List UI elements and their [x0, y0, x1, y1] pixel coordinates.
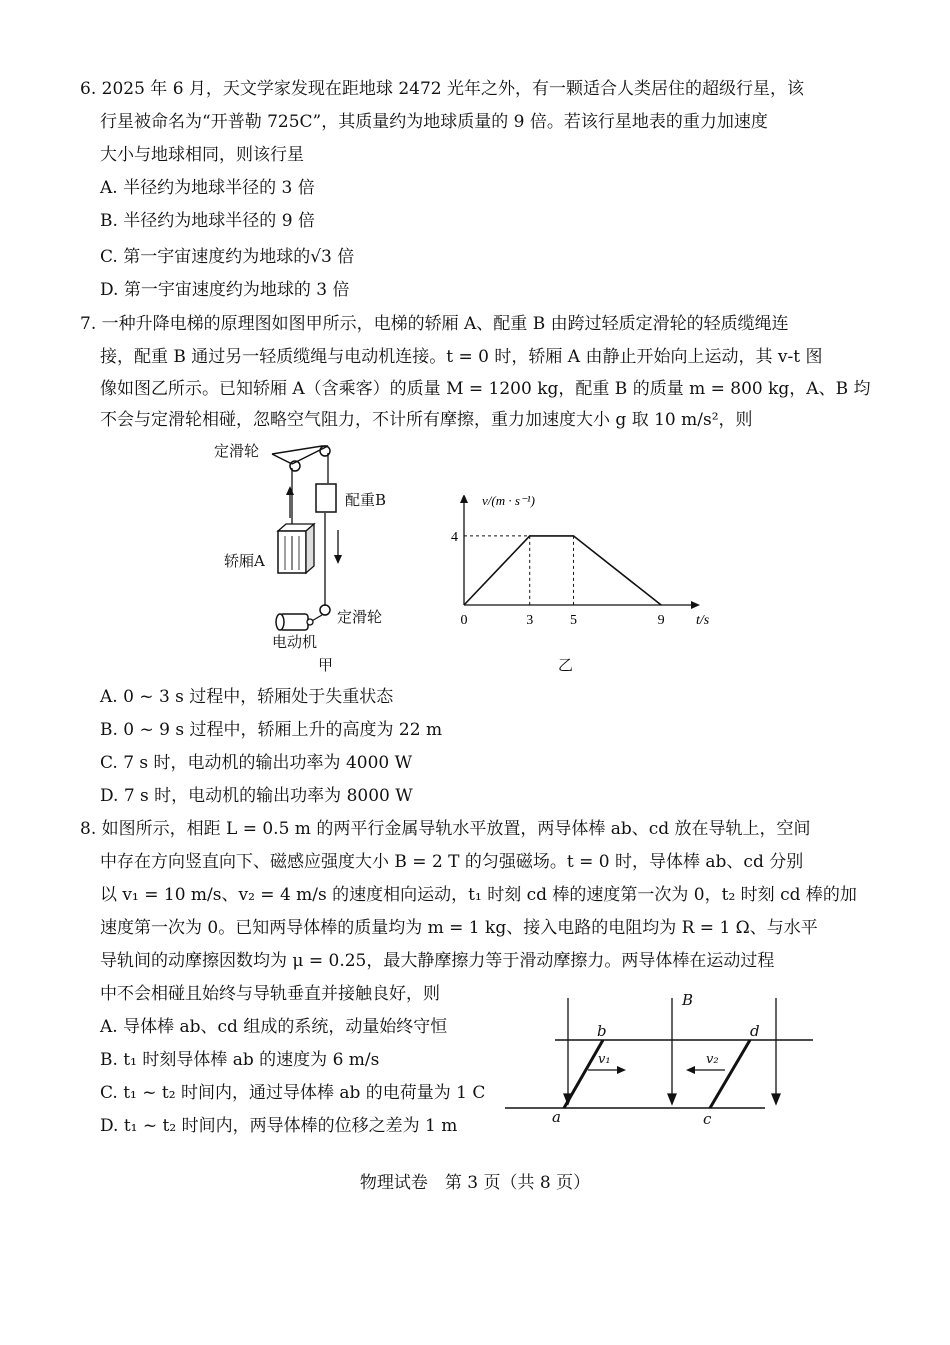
q6-option-c: C. 第一宇宙速度约为地球的√3 倍 [100, 247, 355, 267]
label-b: b [597, 1022, 607, 1040]
q7-stem-line4: 不会与定滑轮相碰，忽略空气阻力，不计所有摩擦，重力加速度大小 g 取 10 m/s²，则 [100, 410, 753, 430]
page-footer: 物理试卷 第 3 页（共 8 页） [359, 1173, 591, 1193]
q6-option-a: A. 半径约为地球半径的 3 倍 [100, 178, 315, 198]
q7-stem-line3: 像如图乙所示。已知轿厢 A（含乘客）的质量 M = 1200 kg，配重 B 的质量 m = 800 kg，A、B 均 [100, 379, 871, 399]
label-v1: v₁ [598, 1052, 611, 1067]
q7-option-d: D. 7 s 时，电动机的输出功率为 8000 W [100, 786, 413, 806]
label-motor: 电动机 [272, 633, 318, 651]
q6-option-b: B. 半径约为地球半径的 9 倍 [100, 211, 315, 231]
label-counterweight: 配重B [345, 491, 387, 509]
label-car: 轿厢A [224, 552, 265, 570]
x-tick-label: 3 [526, 613, 534, 628]
rails-diagram [500, 990, 830, 1130]
x-tick-label: 9 [657, 613, 665, 628]
q8-stem-line6: 中不会相碰且始终与导轨垂直并接触良好，则 [100, 984, 440, 1004]
q8-option-c: C. t₁ ~ t₂ 时间内，通过导体棒 ab 的电荷量为 1 C [100, 1083, 486, 1103]
q8-option-b: B. t₁ 时刻导体棒 ab 的速度为 6 m/s [100, 1050, 380, 1070]
label-pulley-bottom: 定滑轮 [337, 608, 383, 626]
x-tick-label: 0 [460, 613, 468, 628]
q8-option-a: A. 导体棒 ab、cd 组成的系统，动量始终守恒 [100, 1017, 448, 1037]
q6-stem-line2: 行星被命名为“开普勒 725C”，其质量约为地球质量的 9 倍。若该行星地表的重力加速度 [100, 112, 768, 132]
y-axis-label: v/(m · s⁻¹) [482, 495, 535, 508]
q6-option-d: D. 第一宇宙速度约为地球的 3 倍 [100, 280, 350, 300]
caption-yi: 乙 [558, 656, 574, 674]
label-B: B [682, 991, 694, 1009]
q8-stem-line5: 导轨间的动摩擦因数均为 μ = 0.25，最大静摩擦力等于滑动摩擦力。两导体棒在运动过程 [100, 951, 775, 971]
y-axis-arrow [460, 495, 468, 503]
caption-jia: 甲 [318, 656, 334, 674]
label-c: c [703, 1110, 712, 1128]
vt-series-line [464, 536, 661, 605]
q6-stem-line3: 大小与地球相同，则该行星 [100, 145, 304, 165]
q7-stem-line1: 7. 一种升降电梯的原理图如图甲所示，电梯的轿厢 A、配重 B 由跨过轻质定滑轮的轻质缆绳连 [80, 314, 789, 334]
y-tick-label: 4 [451, 529, 458, 545]
q8-stem-line3: 以 v₁ = 10 m/s、v₂ = 4 m/s 的速度相向运动，t₁ 时刻 cd 棒的速度第一次为 0，t₂ 时刻 cd 棒的加 [100, 885, 857, 905]
label-pulley-top: 定滑轮 [214, 442, 260, 460]
label-d: d [750, 1022, 760, 1040]
x-axis-label: t/s [696, 613, 710, 628]
q8-stem-line4: 速度第一次为 0。已知两导体棒的质量均为 m = 1 kg、接入电路的电阻均为 R = 1 Ω、与水平 [100, 918, 818, 938]
x-tick-label: 5 [570, 613, 578, 628]
q8-stem-line1: 8. 如图所示，相距 L = 0.5 m 的两平行金属导轨水平放置，两导体棒 ab、cd 放在导轨上，空间 [80, 819, 811, 839]
q7-option-c: C. 7 s 时，电动机的输出功率为 4000 W [100, 753, 413, 773]
q8-stem-line2: 中存在方向竖直向下、磁感应强度大小 B = 2 T 的匀强磁场。t = 0 时，导体棒 ab、cd 分别 [100, 852, 804, 872]
vt-graph [450, 495, 710, 635]
label-a: a [552, 1108, 561, 1126]
q7-option-b: B. 0 ~ 9 s 过程中，轿厢上升的高度为 22 m [100, 720, 443, 740]
q8-option-d: D. t₁ ~ t₂ 时间内，两导体棒的位移之差为 1 m [100, 1116, 458, 1136]
q6-stem-line1: 6. 2025 年 6 月，天文学家发现在距地球 2472 光年之外，有一颗适合人类居住的超级行星，该 [80, 79, 804, 99]
x-axis-arrow [691, 601, 700, 609]
q7-option-a: A. 0 ~ 3 s 过程中，轿厢处于失重状态 [100, 687, 394, 707]
q7-stem-line2: 接，配重 B 通过另一轻质缆绳与电动机连接。t = 0 时，轿厢 A 由静止开始向上运动，其 v-t 图 [100, 347, 823, 367]
label-v2: v₂ [706, 1052, 719, 1067]
